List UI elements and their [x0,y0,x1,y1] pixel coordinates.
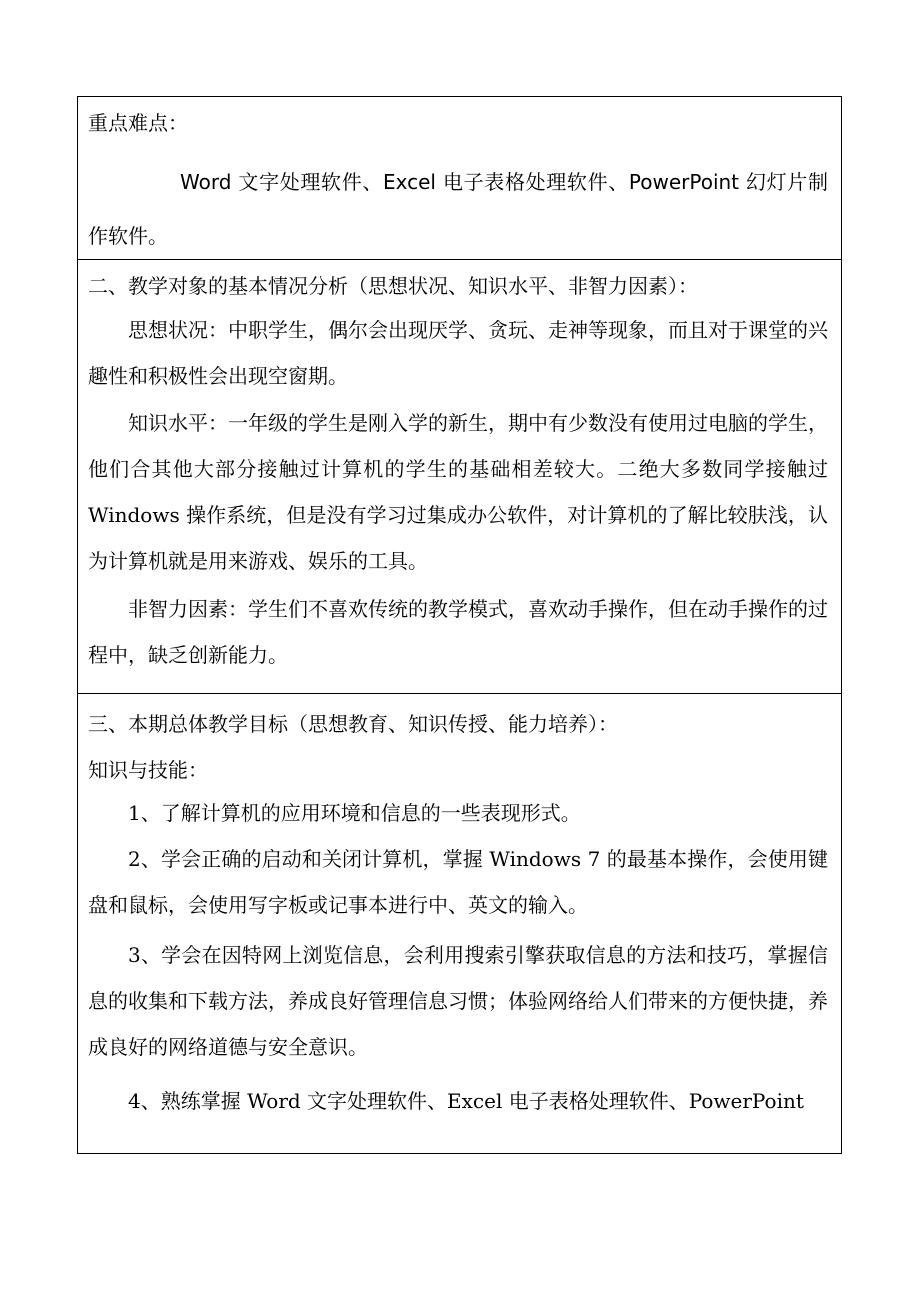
key-points-body: Word 文字处理软件、Excel 电子表格处理软件、PowerPoint 幻灯片制作软件。 [88,170,828,248]
student-analysis-heading: 二、教学对象的基本情况分析（思想状况、知识水平、非智力因素）： [88,274,698,298]
non-intellectual-paragraph: 非智力因素：学生们不喜欢传统的教学模式，喜欢动手操作，但在动手操作的过程中，缺乏创新能力。 [88,597,828,667]
teaching-goals-cell [78,694,841,1153]
knowledge-level-paragraph: 知识水平：一年级的学生是刚入学的新生，期中有少数没有使用过电脑的学生，他们合其他大部分接触过计算机的学生的基础相差较大。二绝大多数同学接触过 Windows 操作系统，但是没有学习过集成办公软件，对计算机的了解比较肤浅，认为计算机就是用来游戏、娱乐的工具。 [88,411,828,573]
goal-item-4: 4、熟练掌握 Word 文字处理软件、Excel 电子表格处理软件、PowerPoint [128,1089,804,1113]
teaching-goals-heading: 三、本期总体教学目标（思想教育、知识传授、能力培养）： [88,712,618,736]
student-analysis-cell [78,260,841,694]
thought-status-paragraph: 思想状况：中职学生，偶尔会出现厌学、贪玩、走神等现象，而且对于课堂的兴趣性和积极性会出现空窗期。 [88,318,828,388]
goal-item-1: 1、了解计算机的应用环境和信息的一些表现形式。 [128,801,581,825]
key-points-heading: 重点难点： [88,111,188,135]
knowledge-skills-subheading: 知识与技能： [88,758,208,782]
goal-item-3: 3、学会在因特网上浏览信息，会利用搜索引擎获取信息的方法和技巧，掌握信息的收集和下载方法，养成良好管理信息习惯；体验网络给人们带来的方便快捷，养成良好的网络道德与安全意识。 [88,943,828,1059]
document-table [77,96,842,1154]
goal-item-2: 2、学会正确的启动和关闭计算机，掌握 Windows 7 的最基本操作，会使用键盘和鼠标，会使用写字板或记事本进行中、英文的输入。 [88,847,828,917]
key-points-cell [78,97,841,260]
